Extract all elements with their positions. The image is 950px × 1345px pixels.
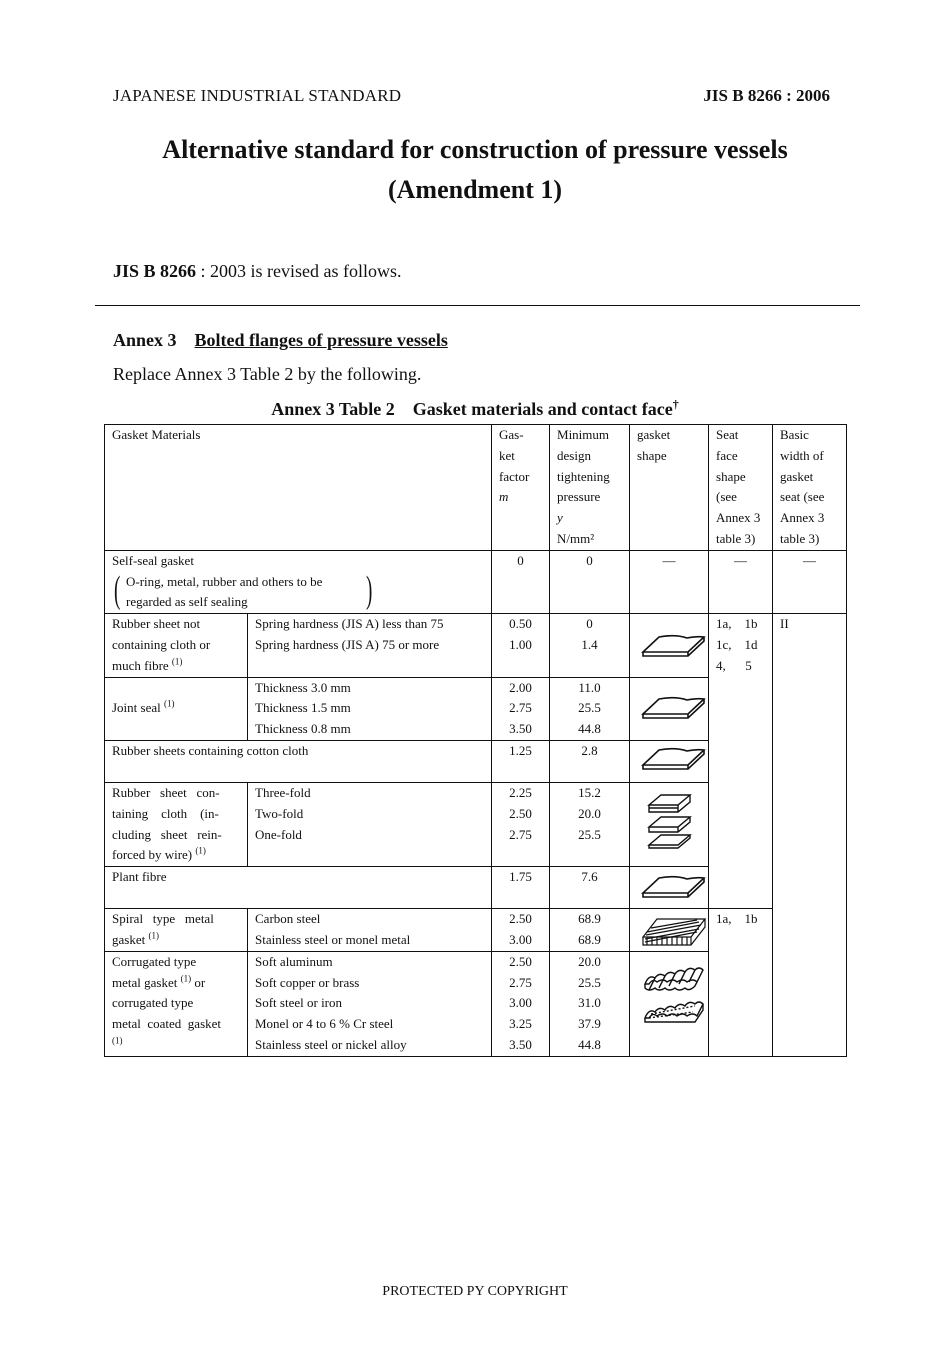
header-gasket-shape: gasket shape <box>630 425 709 551</box>
spiral-wound-gasket-icon <box>637 909 716 950</box>
flat-sheet-gasket-icon <box>637 614 716 674</box>
joint-seal-thickness: Thickness 3.0 mm Thickness 1.5 mm Thickness 0.8 mm <box>248 677 492 740</box>
rubber-sheet-hardness: Spring hardness (JIS A) less than 75 Spring hardness (JIS A) 75 or more <box>248 614 492 677</box>
seat-face-spiral: 1a, 1b <box>709 909 773 1057</box>
rubber-cotton-factor: 1.25 <box>492 740 550 782</box>
revised-standard-number: JIS B 8266 <box>113 261 197 281</box>
self-seal-factor: 0 <box>492 550 550 613</box>
plant-fibre-name: Plant fibre <box>105 867 492 909</box>
rubber-cotton-shape <box>630 740 709 782</box>
document-title-line1: Alternative standard for construction of pressure vessels <box>162 135 788 164</box>
annex-instruction: Replace Annex 3 Table 2 by the following. <box>113 364 422 384</box>
rubber-cotton-name: Rubber sheets containing cotton cloth <box>105 740 492 782</box>
rubber-sheet-name: Rubber sheet not containing cloth or much fibre $^{(1)}$ <box>105 614 248 677</box>
table-caption-mark: † <box>672 397 679 411</box>
horizontal-divider <box>95 305 860 306</box>
rubber-sheet-pressure: 0 1.4 <box>550 614 630 677</box>
rubber-sheet-factor: 0.50 1.00 <box>492 614 550 677</box>
self-seal-seat: — <box>709 550 773 613</box>
table-header-row <box>105 425 847 551</box>
basic-width-group-1: II <box>773 614 847 1057</box>
table-caption-text: Annex 3 Table 2 Gasket materials and contact face <box>271 399 673 419</box>
rubber-cloth-factor: 2.25 2.50 2.75 <box>492 782 550 866</box>
spiral-name: Spiral type metal gasket $^{(1)}$ <box>105 909 248 952</box>
corrugated-factor: 2.50 2.75 3.00 3.25 3.50 <box>492 951 550 1056</box>
corrugated-gasket-icon <box>637 952 716 1056</box>
joint-seal-name: Joint seal $^{(1)}$ <box>105 677 248 740</box>
copyright-footer: PROTECTED PY COPYRIGHT <box>382 1284 568 1299</box>
self-seal-width: — <box>773 550 847 613</box>
joint-seal-factor: 2.00 2.75 3.50 <box>492 677 550 740</box>
self-seal-materials: Self-seal gasket ( O-ring, metal, rubber and others to be ) regarded as self sealing <box>105 550 492 613</box>
header-basic-width: Basic width of gasket seat (see Annex 3 table 3) <box>773 425 847 551</box>
table-row-rubber-sheet <box>105 614 847 677</box>
header-gasket-materials: Gasket Materials <box>105 425 492 551</box>
flat-sheet-gasket-icon <box>637 678 716 740</box>
header-seat-face-shape: Seat face shape (see Annex 3 table 3) <box>709 425 773 551</box>
header-min-design-pressure: Minimum design tightening pressure y N/mm² <box>550 425 630 551</box>
rubber-cloth-shape <box>630 782 709 866</box>
rubber-cloth-name: Rubber sheet con- taining cloth (in- cluding sheet rein- forced by wire) $^{(1)}$ <box>105 782 248 866</box>
document-title-line2: (Amendment 1) <box>387 175 563 204</box>
self-seal-pressure: 0 <box>550 550 630 613</box>
self-seal-shape: — <box>630 550 709 613</box>
table-row-spiral <box>105 909 847 952</box>
annex-heading <box>113 330 448 351</box>
flat-sheet-gasket-icon <box>637 867 716 908</box>
table-caption <box>0 397 950 420</box>
standard-header-left: JAPANESE INDUSTRIAL STANDARD <box>113 86 402 105</box>
gasket-materials-table <box>104 424 847 1057</box>
header-gasket-factor: Gas- ket factor m <box>492 425 550 551</box>
spiral-factor: 2.50 3.00 <box>492 909 550 952</box>
corrugated-name: Corrugated type metal gasket $^{(1)}$ or corrugated type metal coated gasket $^{(1)}$ <box>105 951 248 1056</box>
rubber-sheet-shape <box>630 614 709 677</box>
annex-label: Annex 3 <box>113 330 177 350</box>
plant-fibre-shape <box>630 867 709 909</box>
joint-seal-shape <box>630 677 709 740</box>
plant-fibre-pressure: 7.6 <box>550 867 630 909</box>
rubber-cloth-folds: Three-fold Two-fold One-fold <box>248 782 492 866</box>
rubber-cloth-pressure: 15.2 20.0 25.5 <box>550 782 630 866</box>
flat-sheet-gasket-icon <box>637 741 716 782</box>
revision-text: : 2003 is revised as follows. <box>196 261 402 281</box>
rubber-cotton-pressure: 2.8 <box>550 740 630 782</box>
spiral-shape <box>630 909 709 952</box>
layered-sheet-gasket-icon <box>637 783 716 866</box>
standard-header-right: JIS B 8266 : 2006 <box>703 86 830 105</box>
table-row-self-seal <box>105 550 847 613</box>
corrugated-material: Soft aluminum Soft copper or brass Soft steel or iron Monel or 4 to 6 % Cr steel Stainless steel or nickel alloy <box>248 951 492 1056</box>
corrugated-pressure: 20.0 25.5 31.0 37.9 44.8 <box>550 951 630 1056</box>
corrugated-shape <box>630 951 709 1056</box>
plant-fibre-factor: 1.75 <box>492 867 550 909</box>
annex-title: Bolted flanges of pressure vessels <box>194 330 448 350</box>
spiral-material: Carbon steel Stainless steel or monel metal <box>248 909 492 952</box>
seat-face-group-1: 1a, 1b 1c, 1d 4, 5 <box>709 614 773 909</box>
spiral-pressure: 68.9 68.9 <box>550 909 630 952</box>
revision-statement <box>113 261 402 282</box>
joint-seal-pressure: 11.0 25.5 44.8 <box>550 677 630 740</box>
